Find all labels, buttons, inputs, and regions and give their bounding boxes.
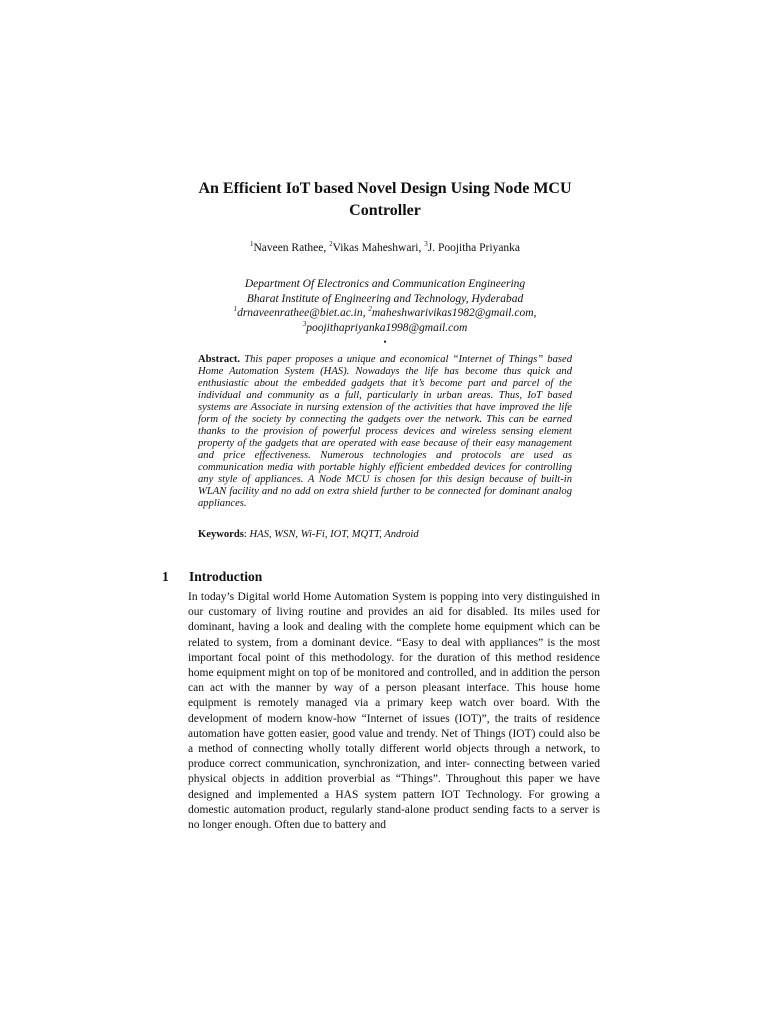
keywords-text: HAS, WSN, Wi-Fi, IOT, MQTT, Android [249, 529, 419, 540]
author-2-affiliation-mark: 2 [329, 240, 333, 249]
email-2-mark: 2 [368, 305, 372, 314]
author-3-name: J. Poojitha Priyanka [427, 242, 521, 254]
email-line-1 [190, 306, 580, 321]
keywords-separator: : [243, 529, 250, 540]
email-1-mark: 1 [233, 305, 238, 314]
email-3: poojithapriyanka1998@gmail.com [306, 321, 468, 334]
introduction-text: In today’s Digital world Home Automation System is popping into very distinguished in our customary of living routine and provides an aid for disabled. Its miles used for dominant, having a look and dealing with the complete home equipment which can be related to system, from a dominant device. “Easy to deal with appliances” is the most important focal point of this methodology. for the duration of this method residence home equipment might on top of be monitored and controlled, and in addition the person can act with the manner by way of a person pleasant interface. This house home equipment is remotely managed via a primary keep watch over board. With the development of modern know-how “Internet of issues (IOT)”, the traits of residence automation have gotten easier, good value and trendy. Net of Things (IOT) could also be a method of connecting wholly totally different world objects through a network, to produce correct communication, synchronization, and inter- connecting between varied physical objects in addition proverbial as “Things”. Throughout this paper we have designed and implemented a HAS system pattern IOT Technology. For growing a domestic automation product, regularly stand-alone product sending facts to a server is no longer enough. Often due to battery and [188, 591, 600, 832]
author-1-affiliation-mark: 1 [249, 240, 254, 249]
keywords [198, 529, 572, 541]
author-3-affiliation-mark: 3 [424, 240, 428, 249]
title-line-1: An Efficient IoT based Novel Design Using Node MCU [198, 180, 572, 197]
section-title: Introduction [189, 569, 263, 584]
paper-title [160, 178, 610, 222]
email-3-mark: 3 [302, 319, 307, 328]
author-2-name: Vikas Maheshwari, [332, 242, 425, 254]
email-line-2 [190, 321, 580, 336]
author-1-name: Naveen Rathee, [253, 242, 330, 254]
keywords-label: Keywords [198, 529, 244, 540]
email-1: drnaveenrathee@biet.ac.in, [237, 307, 369, 319]
affiliation-block [190, 277, 580, 347]
section-number: 1 [162, 569, 169, 584]
trailing-mark: • [383, 337, 387, 347]
abstract-label: Abstract. [198, 354, 241, 365]
abstract-text: This paper proposes a unique and economical “Internet of Things” based Home Automation System (HAS). Nowadays the life has become thus quick and enthusiastic about the embedded gadgets that it’s become part and parcel of the individual and community as a full, particularly in urban areas. Thus, IoT based systems are Associate in nursing extension of the activities that have improved the life form of the society by connecting the gadgets over the network. This can be earned thanks to the provision of powerful process devices and wireless sensing element property of the gadgets that are operated with ease because of their easy management and price effectiveness. Numerous technologies and protocols are used as communication media with portable highly efficient embedded devices for controlling any style of appliances. A Node MCU is chosen for this design because of built-in WLAN facility and no add on extra shield further to be connected for dominant analog appliances. [198, 354, 572, 509]
abstract [198, 354, 572, 510]
department-line: Department Of Electronics and Communication Engineering [244, 278, 526, 290]
title-line-2: Controller [349, 202, 421, 219]
author-list [160, 240, 610, 256]
email-2: maheshwarivikas1982@gmail.com, [371, 307, 537, 319]
institute-line: Bharat Institute of Engineering and Technology, Hyderabad [246, 292, 524, 305]
